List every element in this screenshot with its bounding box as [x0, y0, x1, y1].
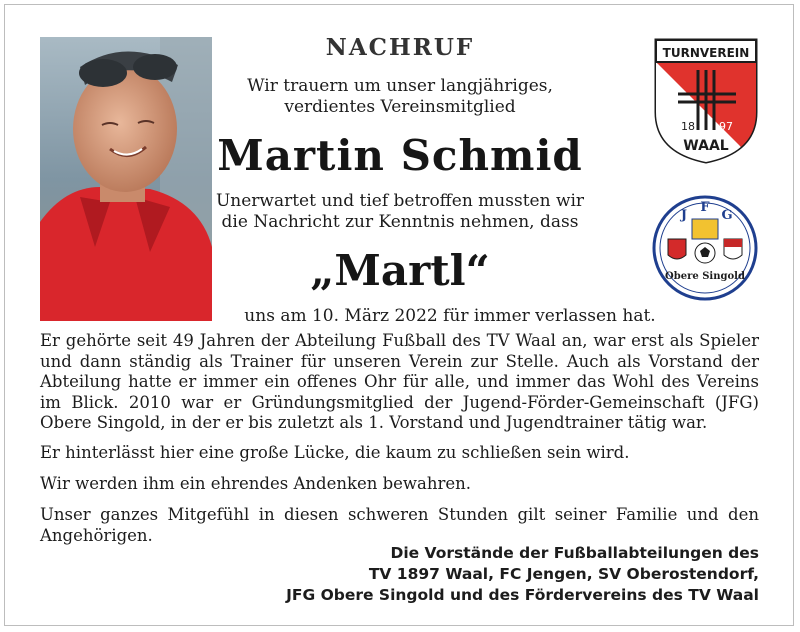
intro-line: verdientes Vereinsmitglied	[284, 97, 516, 117]
logo-letter-f: F	[700, 200, 710, 215]
logo-year-right: 97	[719, 120, 733, 133]
deceased-name: Martin Schmid	[217, 131, 583, 180]
date-of-passing: uns am 10. März 2022 für immer verlassen hat.	[244, 306, 656, 326]
logo-bottom-text: WAAL	[683, 138, 729, 154]
signature-line: TV 1897 Waal, FC Jengen, SV Oberostendorf,	[368, 565, 759, 583]
logo-ring-text: Obere Singold	[665, 271, 745, 282]
body-paragraph: Unser ganzes Mitgefühl in diesen schweren Stunden gilt seiner Familie und den Angehörigen.	[40, 505, 759, 545]
tv-waal-logo	[650, 34, 762, 166]
nickname: „Martl“	[310, 246, 490, 295]
jfg-logo	[650, 193, 760, 303]
announcement-text	[215, 191, 585, 233]
announcement-line: die Nachricht zur Kenntnis nehmen, dass	[221, 212, 579, 232]
logo-year-left: 18	[681, 120, 695, 133]
announcement-line: Unerwartet und tief betroffen mussten wir	[215, 191, 585, 211]
body-paragraph: Er gehörte seit 49 Jahren der Abteilung Fußball des TV Waal an, war erst als Spieler und dann ständig als Trainer für unseren Verein zur Stelle. Auch als Vorstand der Abteilung hatte er immer ein offenes Ohr für alle, und immer das Wohl des Vereins im Blick. 2010 war er Gründungsmitglied der Jugend-Förder-Gemeinschaft (JFG) Obere Singold, in der er bis zuletzt als 1. Vorstand und Jugendtrainer tätig war.	[40, 331, 759, 432]
body-paragraph: Wir werden ihm ein ehrendes Andenken bewahren.	[40, 474, 472, 493]
intro-text	[215, 76, 585, 118]
signature-line: Die Vorstände der Fußballabteilungen des	[390, 544, 759, 562]
body-paragraph: Er hinterlässt hier eine große Lücke, die kaum zu schließen sein wird.	[40, 443, 630, 462]
signature-line: JFG Obere Singold und des Fördervereins des TV Waal	[286, 586, 759, 604]
notice-heading: NACHRUF	[325, 34, 475, 61]
logo-letter-g: G	[721, 208, 733, 223]
intro-line: Wir trauern um unser langjähriges,	[247, 76, 553, 96]
logo-top-text: TURNVEREIN	[662, 46, 750, 60]
portrait-photo	[40, 37, 212, 321]
logo-letter-j: J	[680, 208, 688, 223]
